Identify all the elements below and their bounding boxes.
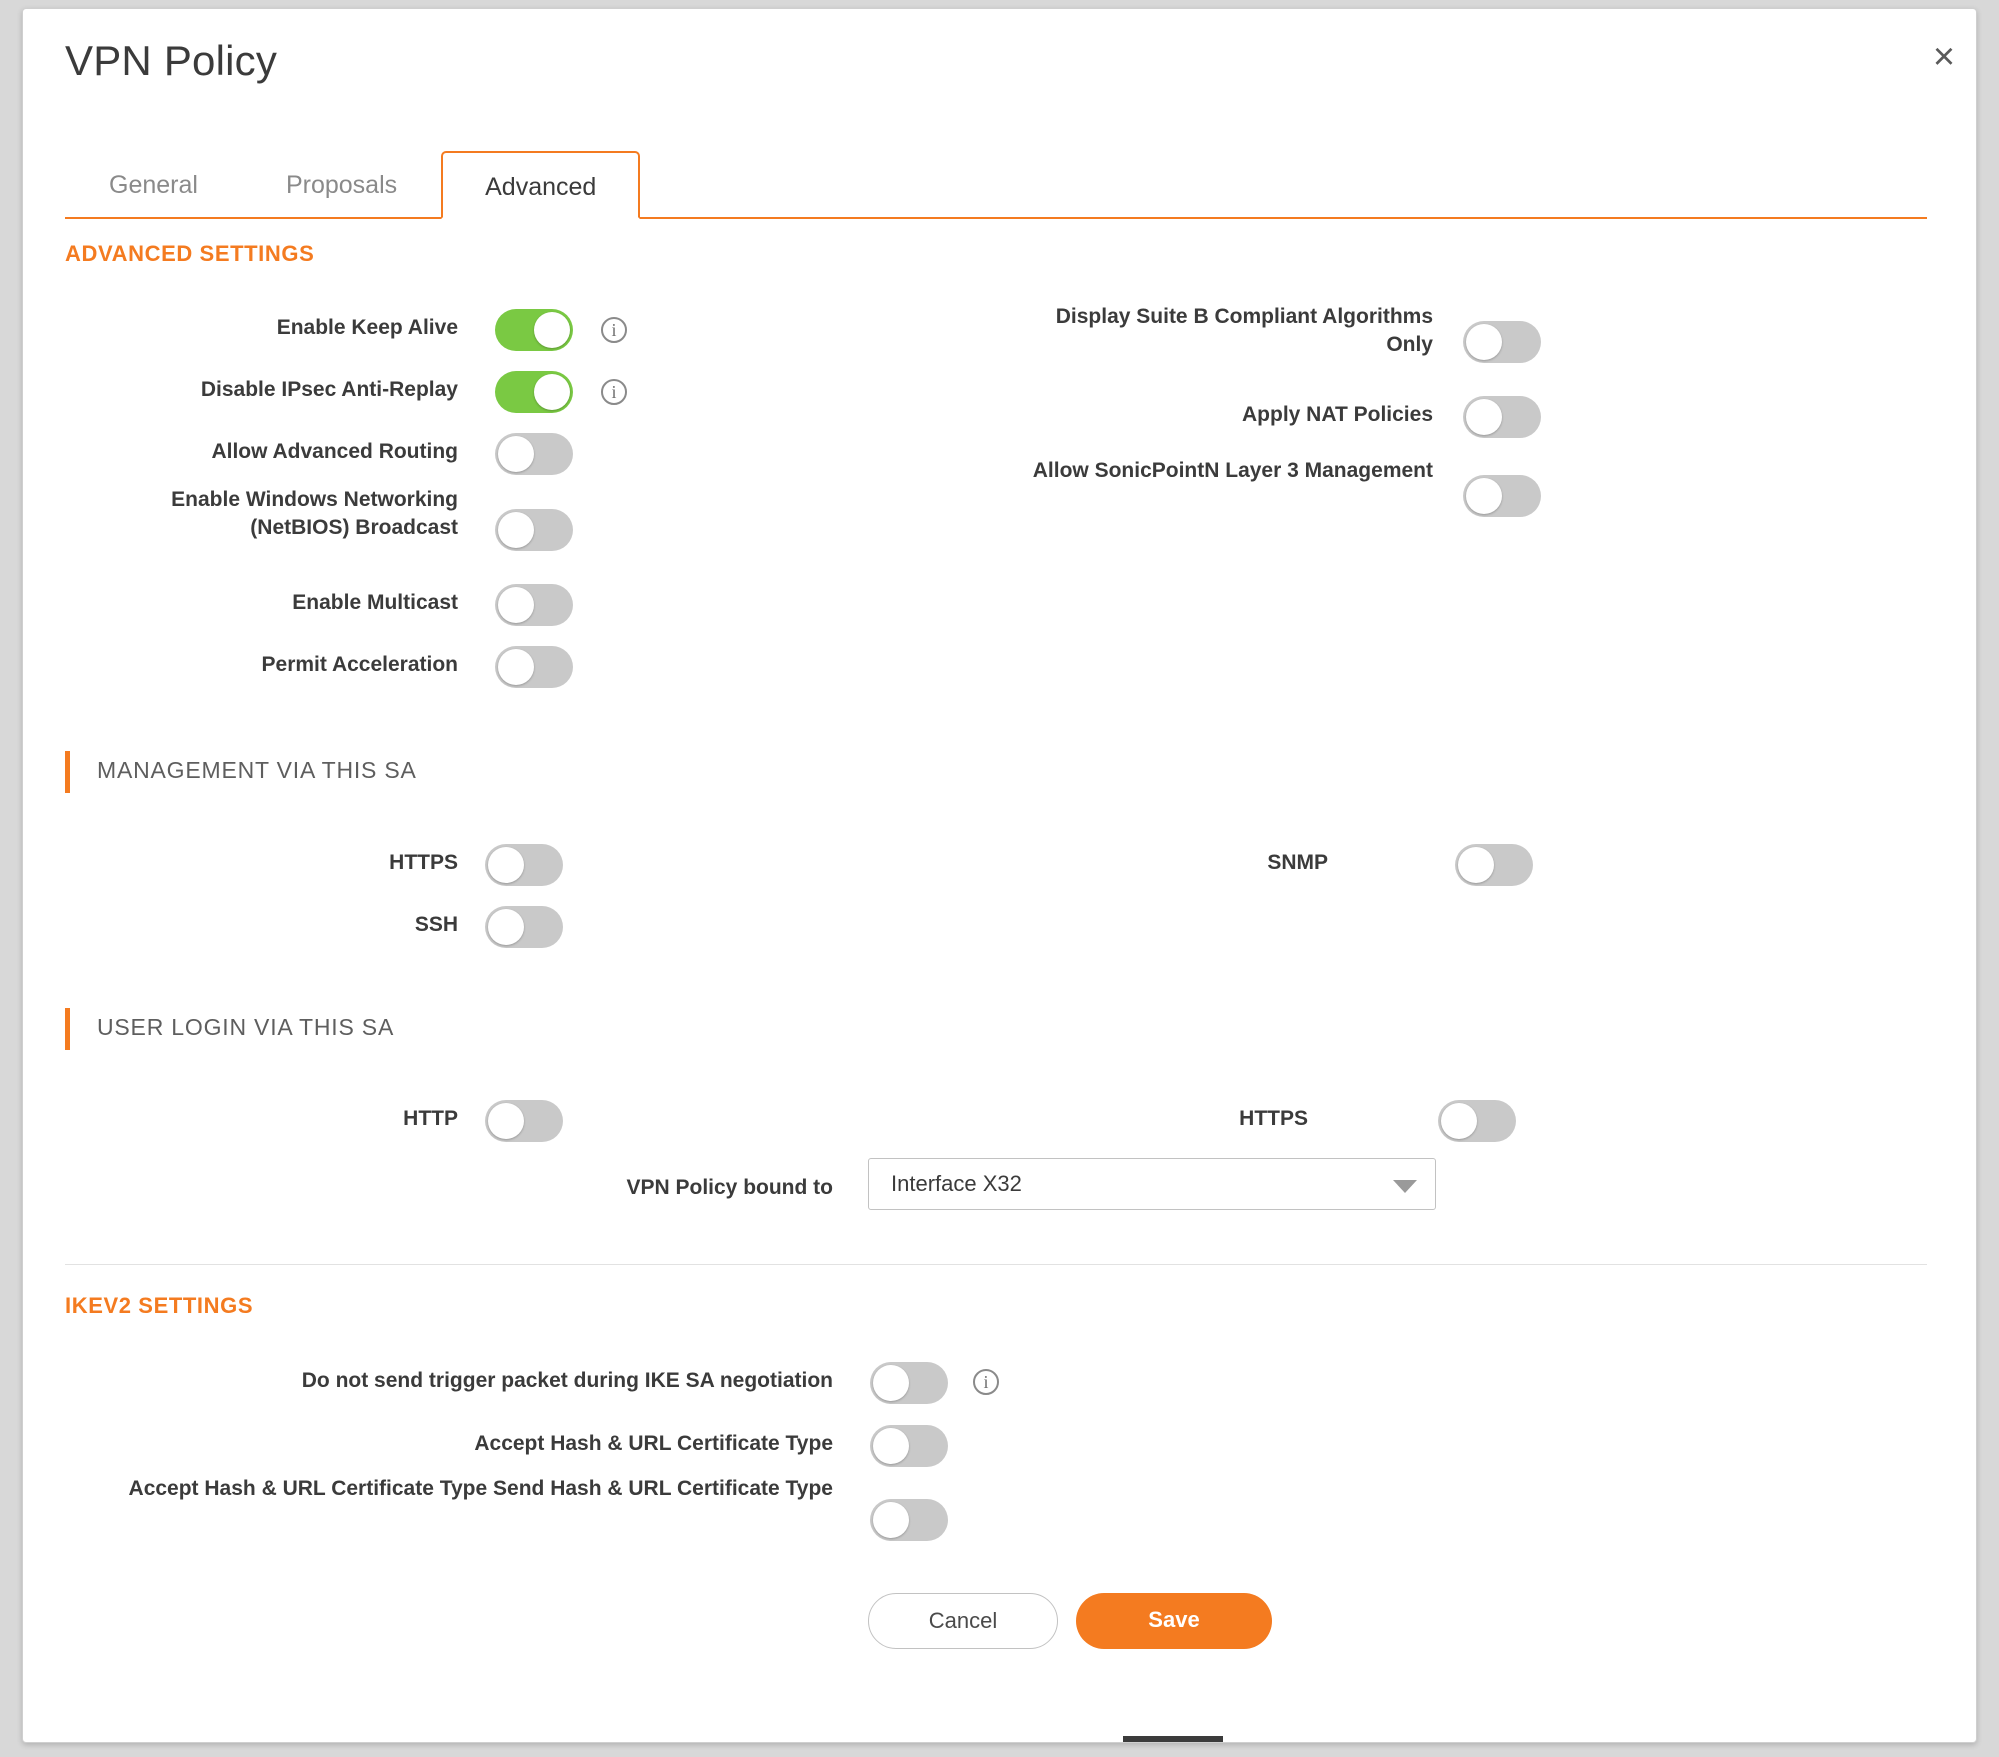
label-enable-multicast: Enable Multicast [292, 591, 458, 614]
toggle-accept-send-hash-url-cert[interactable] [870, 1499, 948, 1541]
label-disable-ipsec-anti-replay: Disable IPsec Anti-Replay [200, 378, 458, 401]
label-enable-netbios-broadcast: Enable Windows Networking (NetBIOS) Broadcast [171, 488, 458, 540]
cancel-button[interactable]: Cancel [868, 1593, 1058, 1649]
label-apply-nat-policies: Apply NAT Policies [1242, 403, 1433, 426]
toggle-management-https[interactable] [485, 844, 563, 886]
chevron-down-icon [1393, 1180, 1417, 1193]
advanced-settings-heading: ADVANCED SETTINGS [65, 241, 315, 266]
vpn-policy-dialog [22, 8, 1977, 1743]
toggle-knob [873, 1428, 909, 1464]
label-display-suite-b-only: Display Suite B Compliant Algorithms Only [1055, 305, 1433, 357]
label-accept-hash-url-cert: Accept Hash & URL Certificate Type [474, 1432, 833, 1455]
tab-advanced[interactable]: Advanced [441, 151, 640, 219]
toggle-knob [488, 847, 524, 883]
info-icon-enable-keep-alive[interactable]: i [601, 317, 627, 343]
toggle-knob [498, 587, 534, 623]
toggle-knob [873, 1365, 909, 1401]
label-vpn-policy-bound-to: VPN Policy bound to [626, 1176, 833, 1199]
vpn-policy-bound-to-value: Interface X32 [891, 1171, 1022, 1196]
page-title: VPN Policy [65, 37, 278, 84]
toggle-knob [1466, 324, 1502, 360]
label-management-snmp: SNMP [1267, 851, 1328, 874]
toggle-knob [873, 1502, 909, 1538]
save-button[interactable]: Save [1076, 1593, 1272, 1649]
tab-general[interactable]: General [109, 171, 198, 199]
toggle-disable-ipsec-anti-replay[interactable] [495, 371, 573, 413]
section-divider [65, 1264, 1927, 1265]
toggle-allow-advanced-routing[interactable] [495, 433, 573, 475]
toggle-user-login-http[interactable] [485, 1100, 563, 1142]
toggle-knob [1466, 478, 1502, 514]
label-permit-acceleration: Permit Acceleration [261, 653, 458, 676]
scroll-indicator[interactable] [1123, 1736, 1223, 1742]
info-icon-disable-ipsec-anti-replay[interactable]: i [601, 379, 627, 405]
label-user-login-https: HTTPS [1239, 1107, 1308, 1130]
toggle-allow-sonicpointn-l3-mgmt[interactable] [1463, 475, 1541, 517]
toggle-no-trigger-packet[interactable] [870, 1362, 948, 1404]
toggle-enable-multicast[interactable] [495, 584, 573, 626]
tab-bar [65, 149, 1927, 219]
label-no-trigger-packet: Do not send trigger packet during IKE SA negotiation [301, 1369, 833, 1392]
toggle-knob [1441, 1103, 1477, 1139]
toggle-enable-netbios-broadcast[interactable] [495, 509, 573, 551]
close-icon[interactable]: × [1932, 36, 1956, 78]
toggle-accept-hash-url-cert[interactable] [870, 1425, 948, 1467]
toggle-knob [498, 649, 534, 685]
toggle-management-ssh[interactable] [485, 906, 563, 948]
toggle-user-login-https[interactable] [1438, 1100, 1516, 1142]
toggle-knob [498, 436, 534, 472]
vpn-policy-bound-to-select[interactable] [868, 1158, 1436, 1210]
user-login-sa-heading: USER LOGIN VIA THIS SA [65, 1014, 394, 1041]
label-management-https: HTTPS [389, 851, 458, 874]
label-accept-send-hash-url-cert: Accept Hash & URL Certificate Type Send Hash & URL Certificate Type [128, 1477, 833, 1500]
tab-proposals[interactable]: Proposals [285, 171, 398, 199]
toggle-display-suite-b-only[interactable] [1463, 321, 1541, 363]
toggle-knob [488, 909, 524, 945]
management-sa-heading: MANAGEMENT VIA THIS SA [65, 757, 417, 784]
label-allow-advanced-routing: Allow Advanced Routing [211, 440, 458, 463]
toggle-apply-nat-policies[interactable] [1463, 396, 1541, 438]
ikev2-settings-heading: IKEV2 SETTINGS [65, 1293, 254, 1318]
toggle-knob [488, 1103, 524, 1139]
toggle-knob [534, 312, 570, 348]
toggle-knob [1458, 847, 1494, 883]
label-enable-keep-alive: Enable Keep Alive [276, 316, 458, 339]
toggle-enable-keep-alive[interactable] [495, 309, 573, 351]
toggle-knob [1466, 399, 1502, 435]
toggle-permit-acceleration[interactable] [495, 646, 573, 688]
label-user-login-http: HTTP [403, 1107, 458, 1130]
toggle-knob [534, 374, 570, 410]
label-allow-sonicpointn-l3-mgmt: Allow SonicPointN Layer 3 Management [1032, 459, 1433, 482]
toggle-knob [498, 512, 534, 548]
label-management-ssh: SSH [414, 913, 458, 936]
info-icon-no-trigger-packet[interactable]: i [973, 1369, 999, 1395]
toggle-management-snmp[interactable] [1455, 844, 1533, 886]
